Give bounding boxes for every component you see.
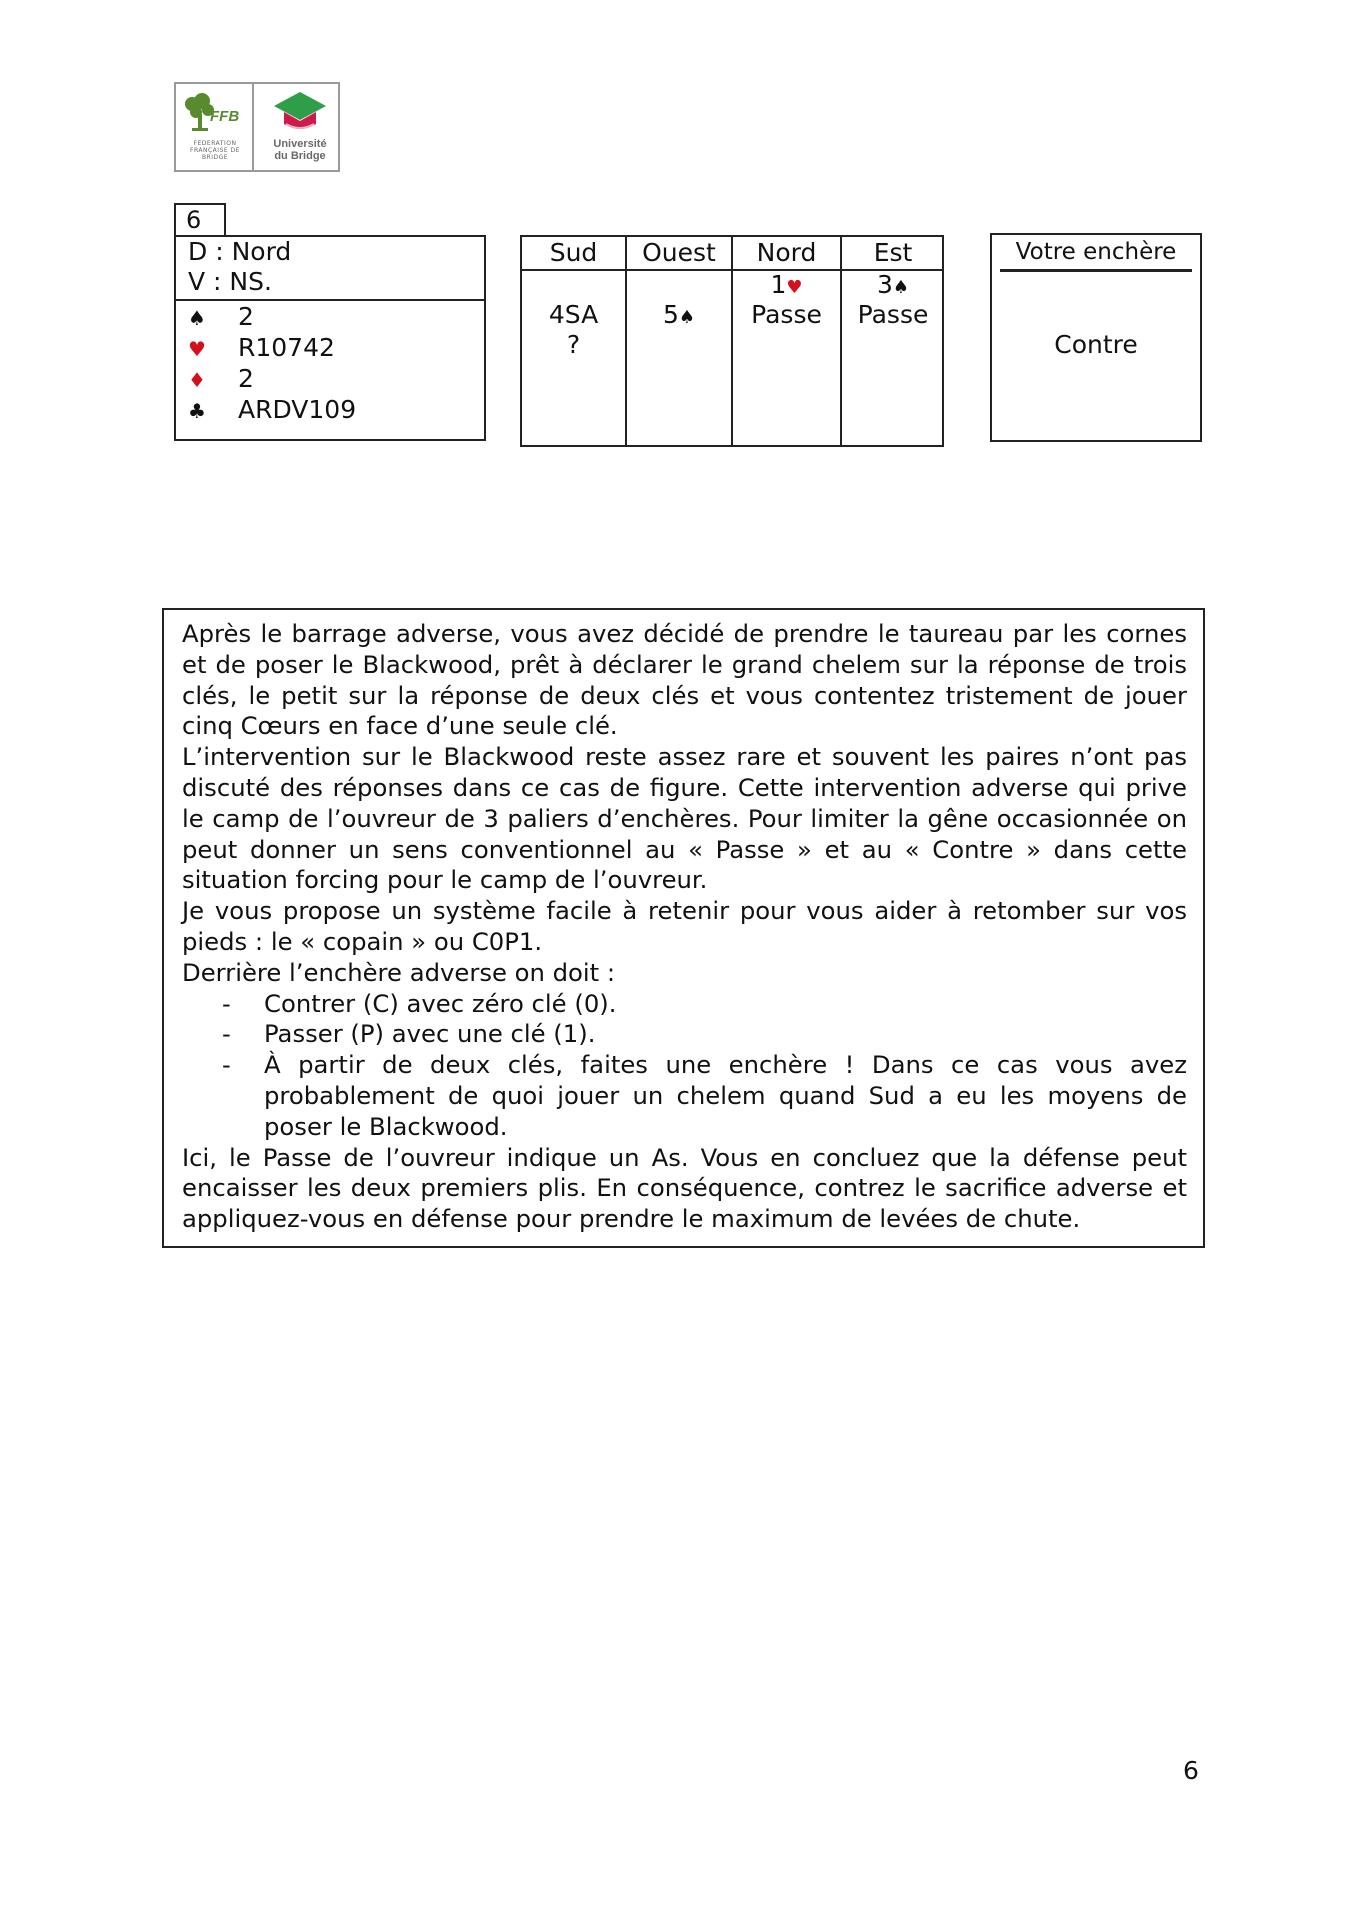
explanation-paragraph: Derrière l’enchère adverse on doit : bbox=[182, 957, 616, 987]
spade-icon: ♠ bbox=[892, 277, 910, 298]
bidding-col-sud bbox=[522, 237, 625, 445]
page-number: 6 bbox=[1183, 1756, 1199, 1785]
list-item: - À partir de deux clés, faites une enchère ! Dans ce cas vous avez probablement de quoi jouer un chelem quand Sud a eu les moyens de poser le Blackwood. bbox=[222, 1050, 1187, 1141]
list-item-text: À partir de deux clés, faites une enchère ! Dans ce cas vous avez probablement de quoi jouer un chelem quand Sud a eu les moyens de poser le Blackwood. bbox=[264, 1050, 1187, 1141]
university-line2: du Bridge bbox=[274, 150, 326, 162]
hand-box bbox=[174, 235, 486, 441]
explanation-conclusion: Ici, le Passe de l’ouvreur indique un As. Vous en concluez que la défense peut encaisser les deux premiers plis. En conséquence, contrez le sacrifice adverse et appliquez-vous en défense pour prendre le maximum de levées de chute. bbox=[182, 1142, 1187, 1234]
explanation-paragraph: L’intervention sur le Blackwood reste assez rare et souvent les paires n’ont pas discuté des réponses dans ce cas de figure. Cette intervention adverse qui prive le camp de l’ouvreur de 3 paliers d’enchères. Pour limiter la gêne occasionnée on peut donner un sens conventionnel au « Passe » et au « Contre » dans cette situation forcing pour le camp de l’ouvreur. bbox=[182, 742, 1187, 895]
bid-level: 1 bbox=[770, 270, 787, 299]
bid-nord-2: Passe bbox=[751, 300, 822, 329]
bid-ouest-1 bbox=[627, 300, 731, 333]
vulnerability-label: V : NS. bbox=[188, 267, 272, 296]
answer-title: Votre enchère bbox=[1015, 239, 1177, 265]
bidding-header-sud: Sud bbox=[549, 238, 598, 267]
spade-icon: ♠ bbox=[678, 307, 696, 328]
bid-level: 3 bbox=[876, 270, 893, 299]
bidding-col-nord bbox=[733, 237, 840, 445]
federation-text: FEDERATION FRANÇAISE DE BRIDGE bbox=[190, 140, 240, 161]
explanation-paragraph: Je vous propose un système facile à retenir pour vous aider à retomber sur vos pieds : le « copain » ou C0P1. bbox=[182, 896, 1187, 956]
spade-icon: ♠ bbox=[188, 306, 206, 330]
ffb-logo bbox=[174, 82, 340, 172]
list-item: - Contrer (C) avec zéro clé (0). bbox=[222, 988, 617, 1018]
answer-value: Contre bbox=[1054, 330, 1138, 359]
club-row bbox=[188, 395, 356, 426]
bid-est-2: Passe bbox=[857, 300, 929, 329]
heart-cards: R10742 bbox=[238, 333, 335, 362]
bid-nord-1 bbox=[733, 270, 840, 303]
dealer-label: D : Nord bbox=[188, 237, 292, 266]
bid-sud-1: 4SA bbox=[548, 300, 599, 329]
heart-icon: ♥ bbox=[786, 277, 803, 298]
graduation-cap-icon bbox=[272, 90, 328, 134]
answer-title-rule bbox=[1000, 269, 1192, 272]
bidding-header-nord: Nord bbox=[756, 238, 817, 267]
university-line1: Université bbox=[273, 138, 327, 150]
bidding-table bbox=[520, 235, 944, 447]
ffb-brand-text: FFB bbox=[210, 108, 240, 125]
diamond-cards: 2 bbox=[238, 364, 254, 393]
club-icon: ♣ bbox=[188, 399, 206, 423]
club-cards: ARDV109 bbox=[238, 395, 357, 424]
bidding-col-ouest bbox=[627, 237, 731, 445]
hand-separator bbox=[176, 299, 484, 301]
bid-est-1 bbox=[842, 270, 944, 303]
bidding-header-est: Est bbox=[873, 238, 913, 267]
diamond-icon: ♦ bbox=[188, 368, 206, 392]
spade-cards: 2 bbox=[238, 302, 254, 331]
bidding-header-ouest: Ouest bbox=[642, 238, 716, 267]
list-item-text: Contrer (C) avec zéro clé (0). bbox=[264, 988, 617, 1018]
spade-row bbox=[188, 302, 254, 333]
explanation-paragraph: Après le barrage adverse, vous avez décidé de prendre le taureau par les cornes et de poser le Blackwood, prêt à déclarer le grand chelem sur la réponse de trois clés, le petit sur la réponse de deux clés et vous contentez tristement de jouer cinq Cœurs en face d’une seule clé. bbox=[182, 619, 1187, 741]
diamond-row bbox=[188, 364, 254, 395]
bidding-col-est bbox=[842, 237, 944, 445]
heart-row bbox=[188, 333, 335, 364]
explanation-box bbox=[162, 608, 1205, 1248]
university-text bbox=[262, 138, 338, 162]
list-item-text: Passer (P) avec une clé (1). bbox=[264, 1019, 596, 1049]
explanation-list bbox=[182, 989, 1187, 1143]
answer-box bbox=[990, 233, 1202, 442]
logo-divider bbox=[252, 84, 254, 170]
list-item: - Passer (P) avec une clé (1). bbox=[222, 1019, 596, 1049]
deal-number: 6 bbox=[174, 203, 226, 237]
heart-icon: ♥ bbox=[188, 337, 206, 361]
bid-level: 5 bbox=[662, 300, 679, 329]
bid-sud-2: ? bbox=[566, 330, 581, 359]
